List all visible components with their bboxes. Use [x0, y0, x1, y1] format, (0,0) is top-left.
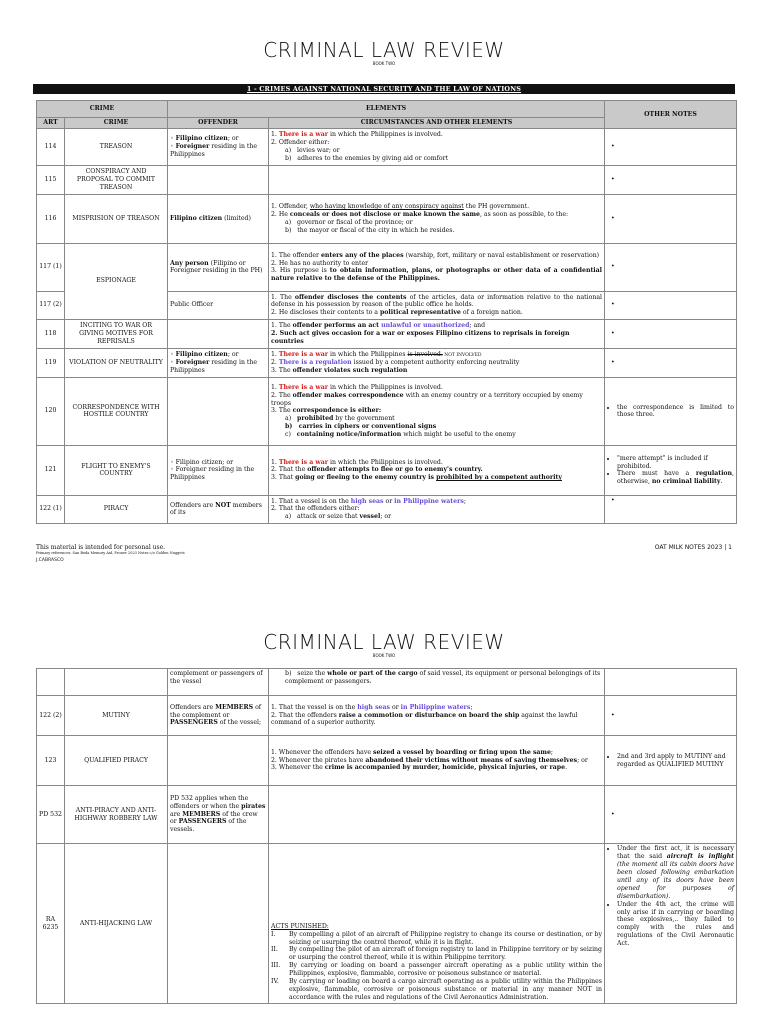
- offender-cell: PD 532 applies when the offenders or when the pirates are MEMBERS of the crew or PASSENGERS of the vessels.: [168, 786, 269, 844]
- table-row: [37, 736, 737, 786]
- table-row: [37, 194, 737, 243]
- elements-cell: b) seize the whole or part of the cargo of said vessel, its equipment or personal belongings of its complement or passengers.: [269, 669, 605, 696]
- elements-cell: [269, 165, 605, 194]
- offender-cell: [168, 319, 269, 348]
- notes-cell: • "mere attempt" is included if prohibited. • There must have a regulation, otherwise, no criminal liability.: [605, 445, 737, 495]
- offender-cell: Public Officer: [168, 291, 269, 319]
- offender-cell: [168, 377, 269, 445]
- notes-cell: •: [605, 348, 737, 377]
- elements-cell: 1. The offender enters any of the places (warship, fort, military or naval establishment or reservation) 2. He has no authority to enter 3. His purpose is to obtain information, plans, or photographs or other data of a confidential nature relative to the defense of the Philippines.: [269, 243, 605, 291]
- art-number: RA 6235: [37, 844, 65, 1004]
- table-row: [37, 495, 737, 523]
- document-subtitle: BOOK TWO: [372, 61, 396, 66]
- elements-cell: 1. There is a war in which the Philippines is involved. 2. The offender makes correspondence with an enemy country or a territory occupied by enemy troops 3. The correspondence is either: a) prohibited by the government b) carries in ciphers or conventional signs c) containing notice/information which might be useful to the enemy: [269, 377, 605, 445]
- crime-name: [65, 669, 168, 696]
- notes-cell: •: [605, 291, 737, 319]
- offender-cell: Offenders are NOT members of its: [168, 495, 269, 523]
- elements-cell: 1. Offender, who having knowledge of any conspiracy against the PH government. 2. He conceals or does not disclose or make known the same, as soon as possible, to the: a) governor or fiscal of the province; or b) the mayor or fiscal of the city in which he resides.: [269, 194, 605, 243]
- header-art: ART: [37, 118, 65, 129]
- table-row: [37, 348, 737, 377]
- elements-cell: 1. Whenever the offenders have seized a vessel by boarding or firing upon the same; 2. Whenever the pirates have abandoned their victims without means of saving themselves; or 3. Whenever the crime is accompanied by murder, homicide, physical injuries, or rape.: [269, 736, 605, 786]
- notes-cell: • the correspondence is limited to those three.: [605, 377, 737, 445]
- crime-name: ANTI-PIRACY AND ANTI-HIGHWAY ROBBERY LAW: [65, 786, 168, 844]
- header-crime: CRIME: [37, 101, 168, 118]
- offender-cell: Offenders are MEMBERS of the complement or PASSENGERS of the vessel;: [168, 696, 269, 736]
- notes-cell: • Under the first act, it is necessary that the said aircraft is inflight (the moment all its cabin doors have been closed following embarkation until any of its doors have been opened for purposes of disembarkation). • Under the 4th act, the crime will only arise if in carrying or boarding these explosives,.. they failed to comply with the rules and regulations of the Civil Aeronautic Act.: [605, 844, 737, 1004]
- art-number: 118: [37, 319, 65, 348]
- author: J.CABRASCO: [36, 558, 64, 563]
- art-number: 114: [37, 128, 65, 165]
- header-other-notes: OTHER NOTES: [605, 101, 737, 129]
- offender-cell: ◦ Filipino citizen; or ◦ Foreigner residing in the Philippines: [168, 445, 269, 495]
- elements-cell: 1. There is a war in which the Philippines is involved. 2. Offender either: a) levies war; or b) adheres to the enemies by giving aid or comfort: [269, 128, 605, 165]
- offender-cell: [168, 844, 269, 1004]
- page-2: [0, 600, 768, 1024]
- art-number: 117 (2): [37, 291, 65, 319]
- elements-cell: 1. There is a war in which the Philippines is involved. NOT INVOLVED 2. There is a regulation issued by a competent authority enforcing neutrality 3. The offender violates such regulation: [269, 348, 605, 377]
- document-title: CRIMINAL LAW REVIEW: [263, 38, 505, 62]
- crime-name: QUALIFIED PIRACY: [65, 736, 168, 786]
- references-note: Primary references: San Beda Memory Aid, Pronev 2023 Notes c/o Golden Nuggets: [36, 551, 185, 555]
- crime-name: ESPIONAGE: [65, 243, 168, 319]
- offender-cell: Filipino citizen (limited): [168, 194, 269, 243]
- crime-name: CONSPIRACY AND PROPOSAL TO COMMIT TREASON: [65, 165, 168, 194]
- elements-cell: 1. The offender performs an act unlawful or unauthorized; and 2. Such act gives occasion for a war or exposes Filipino citizens to reprisals in foreign countries: [269, 319, 605, 348]
- table-row: [37, 445, 737, 495]
- header-circumstances: CIRCUMSTANCES AND OTHER ELEMENTS: [269, 118, 605, 129]
- offender-cell: [168, 165, 269, 194]
- header-elements: ELEMENTS: [168, 101, 605, 118]
- crime-name: CORRESPONDENCE WITH HOSTILE COUNTRY: [65, 377, 168, 445]
- offender-cell: [168, 736, 269, 786]
- table-row: [37, 786, 737, 844]
- art-number: 121: [37, 445, 65, 495]
- art-number: PD 532: [37, 786, 65, 844]
- art-number: 122 (1): [37, 495, 65, 523]
- table-row: [37, 377, 737, 445]
- notes-cell: •: [605, 319, 737, 348]
- crime-name: PIRACY: [65, 495, 168, 523]
- header-row-1: [37, 101, 737, 118]
- header-offender: OFFENDER: [168, 118, 269, 129]
- crime-name: MUTINY: [65, 696, 168, 736]
- offender-cell: Any person (Filipino or Foreigner residing in the PH): [168, 243, 269, 291]
- chapter-heading: 1 - CRIMES AGAINST NATIONAL SECURITY AND THE LAW OF NATIONS: [33, 84, 735, 94]
- elements-cell: 1. That a vessel is on the high seas or in Philippine waters; 2. That the offenders either: a) attack or seize that vessel; or: [269, 495, 605, 523]
- notes-cell: • 2nd and 3rd apply to MUTINY and regarded as QUALIFIED MUTINY: [605, 736, 737, 786]
- crimes-table-continued: [36, 668, 737, 1004]
- table-row: [37, 165, 737, 194]
- crime-name: VIOLATION OF NEUTRALITY: [65, 348, 168, 377]
- notes-cell: •: [605, 165, 737, 194]
- page-footer: [36, 544, 732, 563]
- crime-name: INCITING TO WAR OR GIVING MOTIVES FOR REPRISALS: [65, 319, 168, 348]
- offender-cell: ◦ Filipino citizen; or ◦ Foreigner residing in the Philippines: [168, 128, 269, 165]
- notes-cell: •: [605, 243, 737, 291]
- document-subtitle: BOOK TWO: [372, 653, 396, 658]
- art-number: 116: [37, 194, 65, 243]
- notes-cell: •: [605, 786, 737, 844]
- elements-cell: 1. That the vessel is on the high seas or in Philippine waters; 2. That the offenders raise a commotion or disturbance on board the ship against the lawful command of a superior authority.: [269, 696, 605, 736]
- art-number: 122 (2): [37, 696, 65, 736]
- notes-cell: •: [605, 128, 737, 165]
- elements-cell: ACTS PUNISHED: I. By compelling a pilot of an aircraft of Philippine registry to change its course or destination, or by seizing or usurping the control thereof, while it is in flight. II. By compelling the pilot of an aircraft of foreign registry to land in Philippine territory or by seizing or usurping the control thereof, while it is within Philippine territory. III. By carrying or loading on board a passenger aircraft operating as a public utility within the Philippines, explosive, flammable, corrosive or poisonous substance or material. IV. By carrying or loading on board a cargo aircraft operating as a public utility within the Philippines explosive, flammable, corrosive or poisonous substance or material in any manner NOT in accordance with the rules and regulations of the Civil Aeronautics Administration.: [269, 844, 605, 1004]
- art-number: 117 (1): [37, 243, 65, 291]
- table-row: [37, 319, 737, 348]
- personal-use-note: This material is intended for personal use.: [36, 544, 166, 551]
- offender-cell: ◦ Filipino citizen; or ◦ Foreigner residing in the Philippines: [168, 348, 269, 377]
- table-row: [37, 696, 737, 736]
- art-number: 123: [37, 736, 65, 786]
- art-number: [37, 669, 65, 696]
- table-row: [37, 243, 737, 291]
- crime-name: MISPRISION OF TREASON: [65, 194, 168, 243]
- crime-name: TREASON: [65, 128, 168, 165]
- elements-cell: [269, 786, 605, 844]
- table-row: [37, 128, 737, 165]
- document-title: CRIMINAL LAW REVIEW: [263, 630, 505, 654]
- notes-cell: [605, 669, 737, 696]
- crimes-table: [36, 100, 737, 524]
- crime-name: FLIGHT TO ENEMY'S COUNTRY: [65, 445, 168, 495]
- table-row: [37, 669, 737, 696]
- page-number: OAT MILK NOTES 2023 | 1: [654, 544, 732, 551]
- notes-cell: •: [605, 696, 737, 736]
- header-crime-2: CRIME: [65, 118, 168, 129]
- table-row: [37, 844, 737, 1004]
- art-number: 115: [37, 165, 65, 194]
- notes-cell: •: [605, 495, 737, 523]
- crime-name: ANTI-HIJACKING LAW: [65, 844, 168, 1004]
- elements-cell: 1. The offender discloses the contents of the articles, data or information relative to the national defense in his possession by reason of the public office he holds. 2. He discloses their contents to a political representative of a foreign nation.: [269, 291, 605, 319]
- elements-cell: 1. There is a war in which the Philippines is involved. 2. That the offender attempts to flee or go to enemy's country. 3. That going or fleeing to the enemy country is prohibited by a competent authority: [269, 445, 605, 495]
- art-number: 119: [37, 348, 65, 377]
- offender-cell: complement or passengers of the vessel: [168, 669, 269, 696]
- notes-cell: •: [605, 194, 737, 243]
- art-number: 120: [37, 377, 65, 445]
